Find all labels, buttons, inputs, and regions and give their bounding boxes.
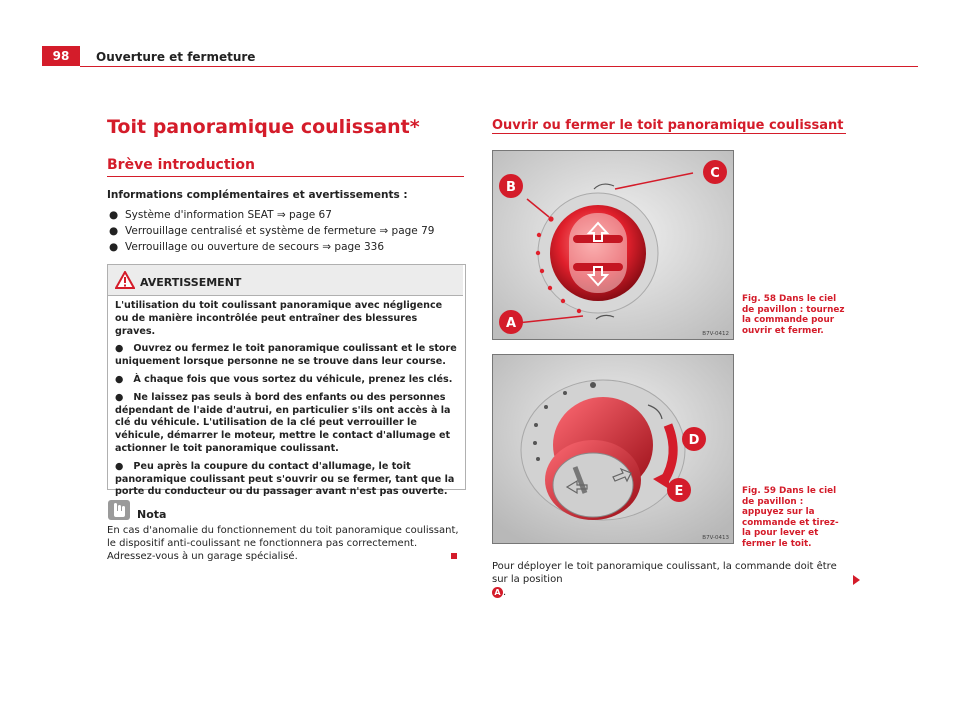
callout-label: D	[688, 433, 700, 448]
info-heading: Informations complémentaires et avertissements :	[107, 189, 408, 201]
warning-item: ● Peu après la coupure du contact d'allumage, le toit panoramique coulissant peut s'ouvrir ou se fermer, tant que la porte du conducteur ou du passager avant n'est pas ouverte.	[115, 460, 455, 498]
warning-intro: L'utilisation du toit coulissant panoramique avec négligence ou de manière incontrôlée peut entraîner des blessures graves.	[115, 300, 443, 337]
figure-caption: Fig. 58 Dans le ciel de pavillon : tournez la commande pour ouvrir et fermer.	[742, 294, 845, 336]
note-hand-icon	[108, 500, 130, 520]
link-text[interactable]: Système d'information SEAT ⇒ page 67	[125, 209, 332, 221]
bullet-icon: ●	[115, 391, 134, 403]
subsection-divider	[107, 176, 464, 177]
callout-label: E	[674, 484, 684, 499]
warning-item: ● Ouvrez ou fermez le toit panoramique coulissant et le store uniquement lorsque personne ne se trouve dans leur course.	[115, 343, 457, 368]
rotary-knob-illustration	[493, 151, 733, 339]
figure-caption: Fig. 59 Dans le ciel de pavillon : appuyez sur la commande et tirez-la pour lever et fermer le toit.	[742, 486, 839, 549]
warning-title: AVERTISSEMENT	[140, 276, 242, 289]
subsection-title: Brève introduction	[107, 157, 255, 173]
figure-pull-knob	[492, 354, 734, 544]
callout-label: B	[506, 180, 516, 195]
instruction-text: Pour déployer le toit panoramique coulissant, la commande doit être sur la position A .	[492, 561, 837, 598]
section-end-marker	[451, 553, 457, 559]
section-divider	[492, 133, 846, 134]
figure-code: B7V-0412	[702, 331, 729, 337]
figure-code: B7V-0413	[702, 535, 729, 541]
warning-item: ● À chaque fois que vous sortez du véhicule, prenez les clés.	[115, 373, 453, 385]
header-divider	[80, 66, 918, 67]
callout-label: C	[710, 166, 720, 181]
link-text[interactable]: Verrouillage ou ouverture de secours ⇒ page 336	[125, 241, 385, 253]
bullet-icon: ●	[115, 460, 134, 472]
list-item	[109, 225, 434, 237]
warning-item: ● Ne laissez pas seuls à bord des enfants ou des personnes dépendant de l'aide d'autrui, en particulier s'ils ont accès à la clé du véhicule. L'utilisation de la clé peut verrouiller le véhicule, démarrer le moteur, mettre le contact d'allumage et actionner le toit panoramique coulissant.	[115, 391, 451, 454]
note-title: Nota	[137, 508, 167, 521]
note-text: En cas d'anomalie du fonctionnement du toit panoramique coulissant, le dispositif anti-coulissant ne fonctionnera pas correctement. Adressez-vous à un garage spécialisé.	[107, 525, 459, 562]
page-number: 98	[42, 46, 80, 66]
pull-knob-illustration	[493, 355, 733, 543]
page-title: Toit panoramique coulissant*	[107, 116, 420, 138]
callout-label: A	[505, 316, 517, 331]
bullet-icon: ●	[109, 209, 119, 221]
continue-arrow-icon	[853, 575, 860, 585]
link-text[interactable]: Verrouillage centralisé et système de fermeture ⇒ page 79	[125, 225, 435, 237]
header-section-title: Ouverture et fermeture	[96, 50, 256, 64]
warning-icon	[115, 271, 135, 289]
bullet-icon: ●	[115, 343, 134, 355]
figure-rotary-knob	[492, 150, 734, 340]
bullet-icon: ●	[115, 373, 134, 385]
list-item	[109, 241, 384, 253]
bullet-icon: ●	[109, 241, 119, 253]
section-title: Ouvrir ou fermer le toit panoramique coulissant	[492, 118, 844, 133]
position-badge: A	[492, 587, 503, 598]
bullet-icon: ●	[109, 225, 119, 237]
list-item	[109, 209, 332, 221]
warning-body	[115, 300, 458, 504]
